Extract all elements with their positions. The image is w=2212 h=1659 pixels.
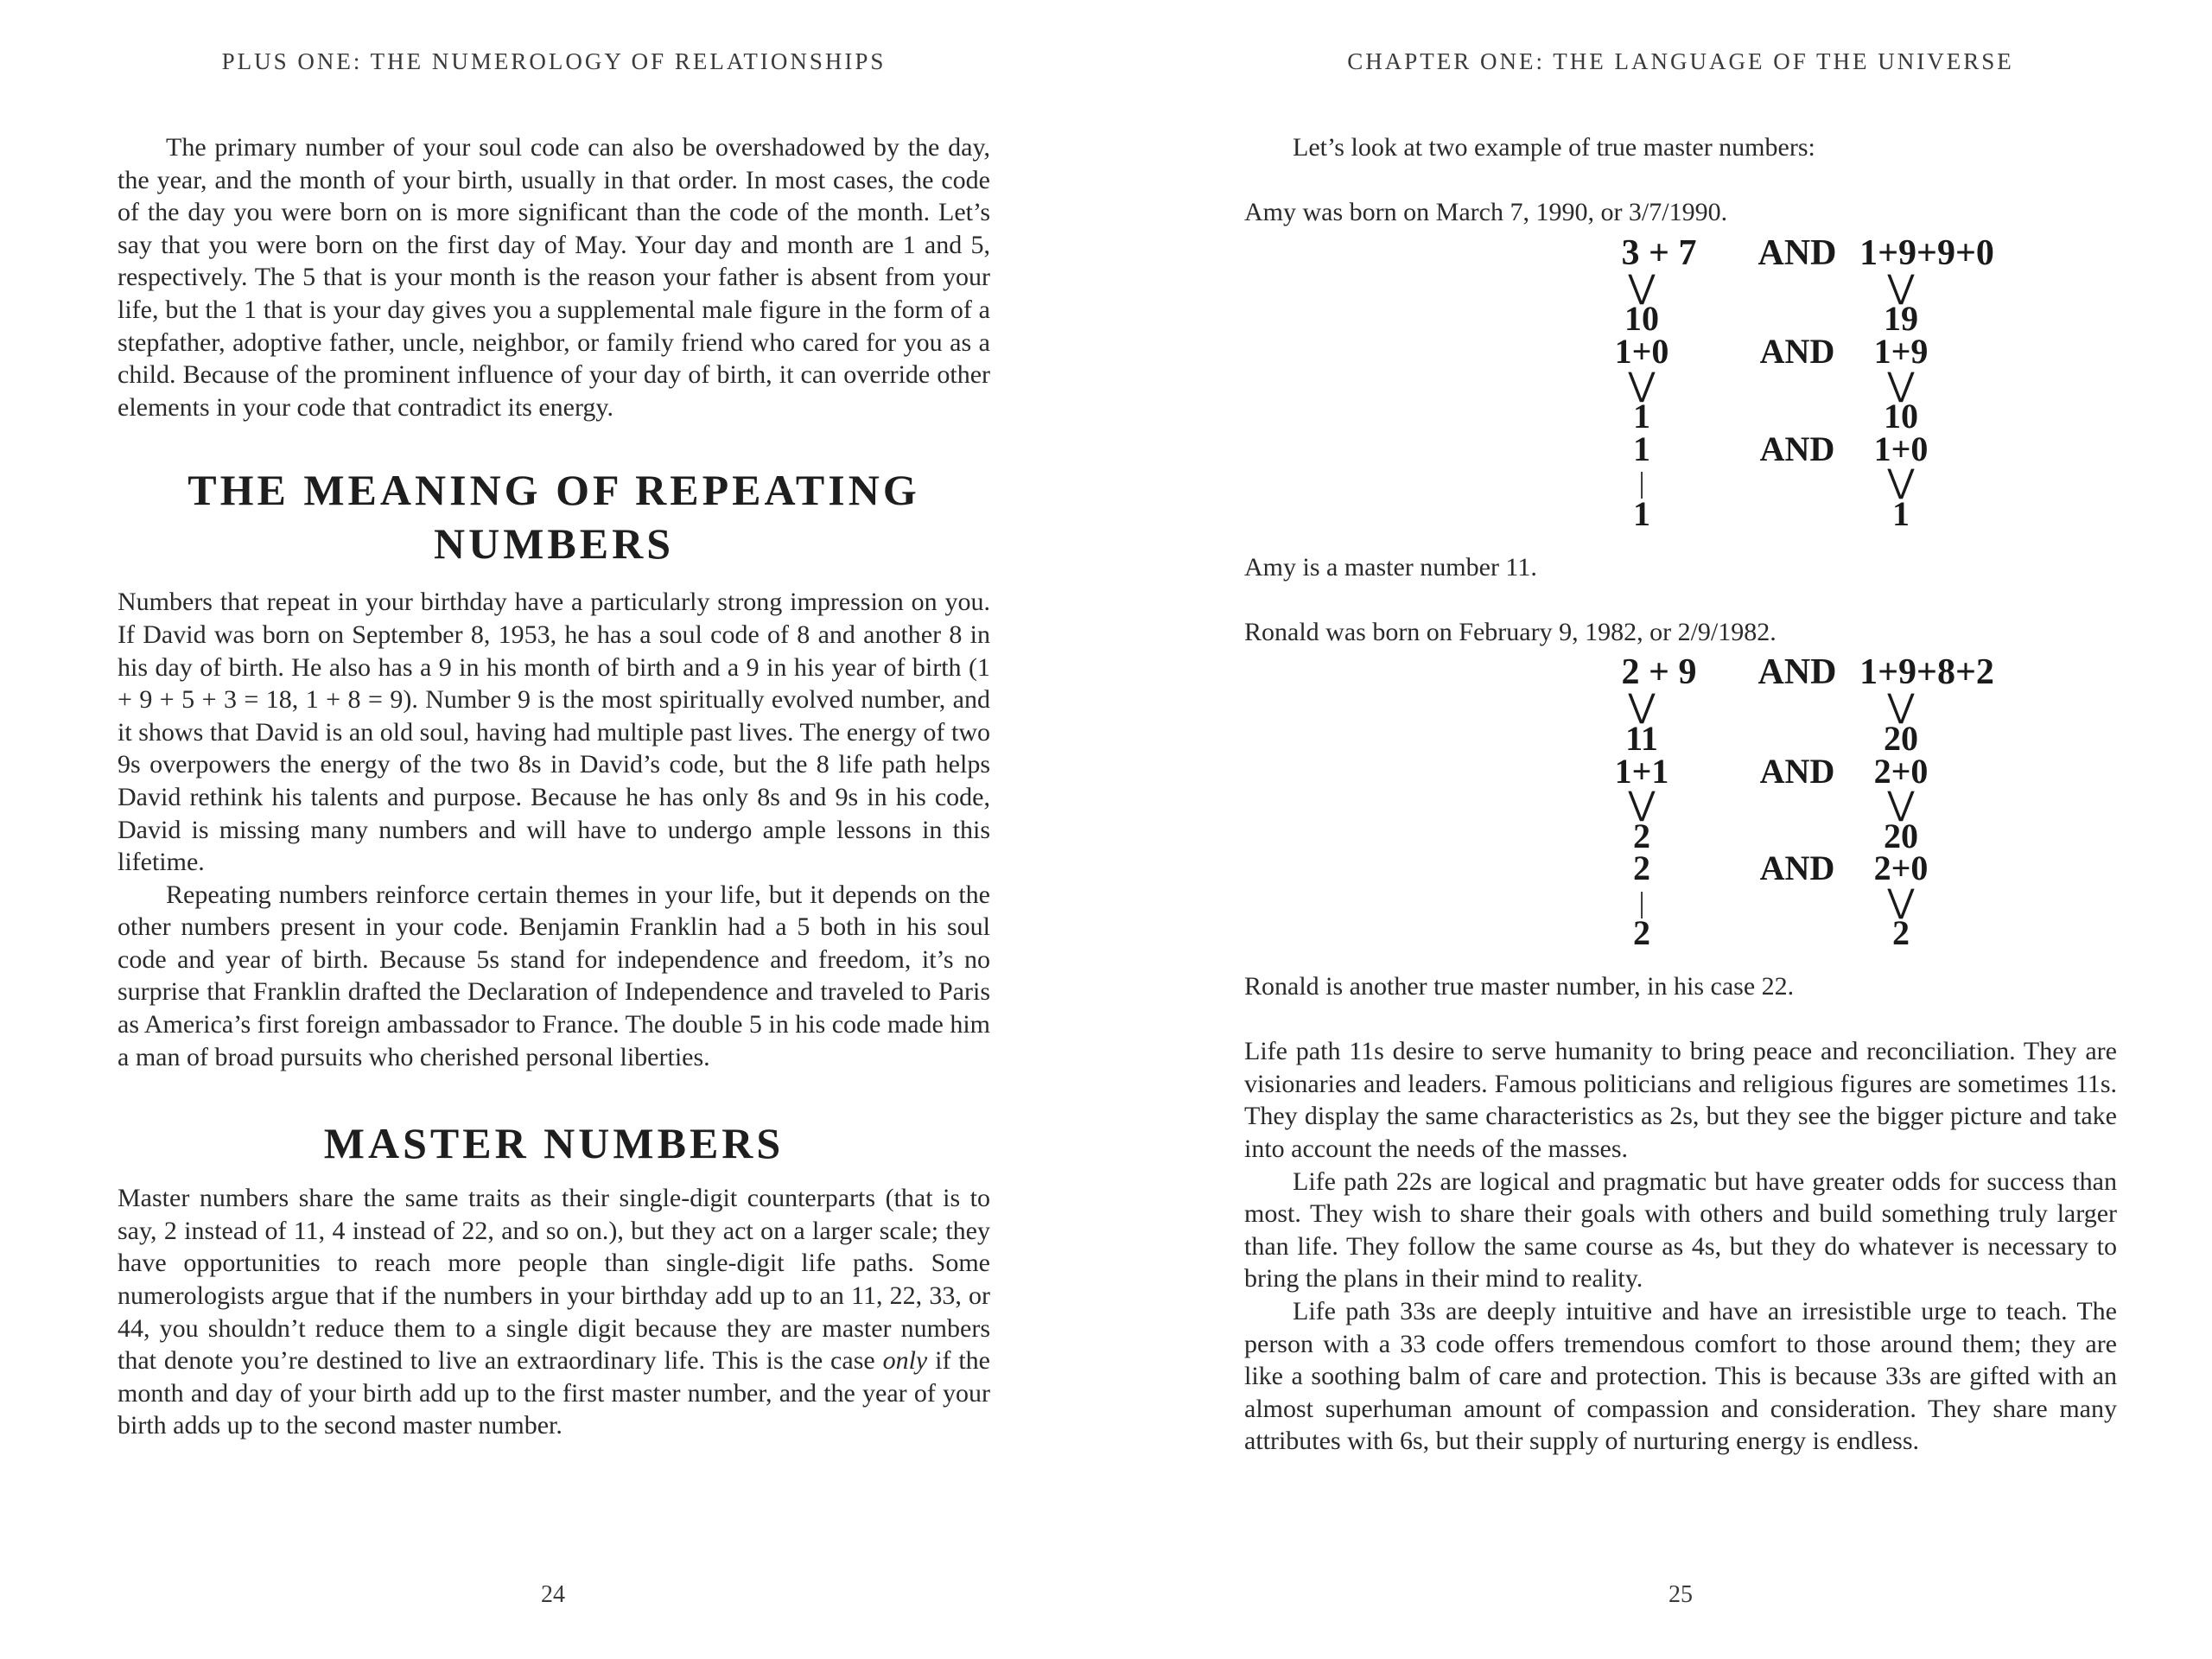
diagram-header-right: 1+9+9+0 [1859,232,1994,273]
down-arrow-icon: ⋁ [1887,786,1915,823]
emphasis: only [882,1346,928,1376]
paragraph: Life path 33s are deeply intuitive and have an irresistible urge to teach. The person with a 33 code offers tremendous comfort to those around them; they are like a soothing balm of care and protection. This is because 33s are gifted with an almost superhuman amount of compassion and consideration. They share many attributes with 6s, but their supply of nurturing energy is endless. [1244,1297,2117,1456]
diagram-right-value: 20 [1884,816,1918,855]
diagram-header [1244,232,2117,273]
diagram-right-value: 2+0 [1873,751,1929,791]
diagram-right-value: 1 [1892,493,1910,533]
diagram-right-value: 1+9 [1873,331,1929,371]
paragraph: Numbers that repeat in your birthday have a particularly strong impression on you. If David was born on September 8, 1953, he has a soul code of 8 and another 8 in his day of birth. He also has a 9 in his month of birth and a 9 in his year of birth (1 + 9 + 5 + 3 = 18, 1 + 8 = 9). Number 9 is the most spiritually evolved number, and it shows that David is an old soul, having had multiple past lives. The energy of two 9s overpowers the energy of the two 8s in David’s code, but the 8 life path helps David rethink his talents and purpose. Because he has only 8s and 9s in his code, David is missing many numbers and will have to undergo ample lessons in this lifetime. [118,588,990,877]
diagram-left-value: 1+1 [1614,751,1669,791]
diagram-right-value: 2 [1892,913,1910,953]
diagram-left-value: 2 [1633,849,1650,888]
vertical-bar-icon: | [1638,467,1645,500]
paragraph: Let’s look at two example of true master numbers: [1293,133,1815,162]
diagram-left-value: 10 [1624,299,1659,339]
down-arrow-icon: ⋁ [1628,786,1656,823]
diagram-right-value: 20 [1884,718,1918,758]
diagram-right-value: 10 [1884,397,1918,436]
diagram-header-mid: AND [1758,232,1837,273]
diagram-left-value: 2 [1633,913,1650,953]
running-head: PLUS ONE: THE NUMEROLOGY OF RELATIONSHIPS [221,48,887,74]
diagram-and-label: AND [1759,429,1835,468]
diagram-header-mid: AND [1758,652,1837,693]
right-page [1106,0,2212,1659]
diagram-and-label: AND [1759,849,1835,888]
diagram-left-value: 2 [1633,816,1650,855]
paragraph: The primary number of your soul code can also be overshadowed by the day, the year, and the month of your birth, usually in that order. In most cases, the code of the day you were born on is more significant than the code of the month. Let’s say that you were born on the first day of May. Your day and month are 1 and 5, respectively. The 5 that is your month is the reason your father is absent from your life, but the 1 that is your day gives you a supplemental male figure in the form of a stepfather, adoptive father, uncle, neighbor, or family friend who cared for you as a child. Because of the prominent influence of your day of birth, it can override other elements in your code that contradict its energy. [118,133,990,422]
text-run: if the month and day of your birth add up to the first master number, and the year of your birth adds up to the second master number. [118,1346,990,1440]
paragraph [118,1182,990,1442]
diagram-row [1244,493,2117,533]
diagram-row [1244,913,2117,953]
paragraph: Amy is a master number 11. [1244,552,1537,582]
section-heading: MASTER NUMBERS [323,1119,785,1168]
down-arrow-icon: ⋁ [1628,269,1656,306]
diagram-row [1244,366,2117,404]
diagram-row [1244,816,2117,855]
diagram-right-value: 19 [1884,299,1918,339]
diagram-left-value: 1 [1633,429,1650,468]
right-text-column [1244,131,2117,1458]
diagram-row [1244,299,2117,339]
diagram-row [1244,885,2117,918]
diagram-and-label: AND [1759,331,1835,371]
diagram-header [1244,652,2117,693]
page-number: 24 [541,1581,565,1608]
down-arrow-icon: ⋁ [1887,883,1915,920]
diagram-right-value: 2+0 [1873,849,1929,888]
paragraph: Life path 11s desire to serve humanity to bring peace and reconciliation. They are visionaries and leaders. Famous politicians and religious figures are sometimes 11s. They display the same characteristics as 2s, but they see the bigger picture and take into account the needs of the masses. [1244,1037,2117,1164]
paragraph: Ronald was born on February 9, 1982, or 2/9/1982. [1244,617,1777,646]
paragraph: Life path 22s are logical and pragmatic but have greater odds for success than most. They wish to share their goals with others and build something truly larger than life. They follow the same course as 4s, but they do whatever is necessary to bring the plans in their mind to reality. [1244,1166,2117,1294]
down-arrow-icon: ⋁ [1887,269,1915,306]
diagram-header-left: 2 + 9 [1621,652,1697,693]
down-arrow-icon: ⋁ [1628,366,1656,404]
diagram-row [1244,786,2117,823]
diagram-row [1244,718,2117,758]
diagram-rows [1244,689,2117,953]
diagram-row [1244,689,2117,726]
page-number: 25 [1669,1581,1693,1608]
numerology-diagram-ronald [1244,652,2117,953]
diagram-row [1244,269,2117,306]
diagram-row [1244,751,2117,791]
diagram-row [1244,331,2117,371]
left-text-column [118,131,990,1442]
diagram-row [1244,429,2117,468]
diagram-right-value: 1+0 [1873,429,1929,468]
numerology-diagram-amy [1244,232,2117,533]
diagram-left-value: 11 [1625,718,1658,758]
diagram-left-value: 1 [1633,493,1650,533]
diagram-and-label: AND [1759,751,1835,791]
down-arrow-icon: ⋁ [1887,464,1915,501]
diagram-header-left: 3 + 7 [1621,232,1697,273]
diagram-row [1244,464,2117,501]
section-heading: THE MEANING OF REPEATING NUMBERS [188,466,920,569]
down-arrow-icon: ⋁ [1628,689,1656,726]
diagram-left-value: 1+0 [1614,331,1669,371]
diagram-row [1244,849,2117,888]
diagram-header-right: 1+9+8+2 [1859,652,1994,693]
down-arrow-icon: ⋁ [1887,689,1915,726]
vertical-bar-icon: | [1638,887,1645,919]
running-head: CHAPTER ONE: THE LANGUAGE OF THE UNIVERSE [1347,48,2014,74]
down-arrow-icon: ⋁ [1887,366,1915,404]
diagram-rows [1244,270,2117,531]
paragraph: Ronald is another true master number, in his case 22. [1244,972,1795,1001]
paragraph: Repeating numbers reinforce certain themes in your life, but it depends on the other numbers present in your code. Benjamin Franklin had a 5 both in his soul code and year of birth. Because 5s stand for independence and freedom, it’s no surprise that Franklin drafted the Declaration of Independence and traveled to Paris as America’s first foreign ambassador to France. The double 5 in his code made him a man of broad pursuits who cherished personal liberties. [118,880,991,1071]
text-run: Master numbers share the same traits as their single-digit counterparts (that is to say, 2 instead of 11, 4 instead of 22, and so on.), but they act on a larger scale; they have opportunities to reach more people than single-digit life paths. Some numerologists argue that if the numbers in your birthday add up to an 11, 22, 33, or 44, you shouldn’t reduce them to a single digit because they are master numbers that denote you’re destined to live an extraordinary life. This is the case [118,1184,990,1376]
diagram-left-value: 1 [1633,397,1650,436]
paragraph: Amy was born on March 7, 1990, or 3/7/1990. [1244,198,1728,227]
diagram-row [1244,397,2117,436]
